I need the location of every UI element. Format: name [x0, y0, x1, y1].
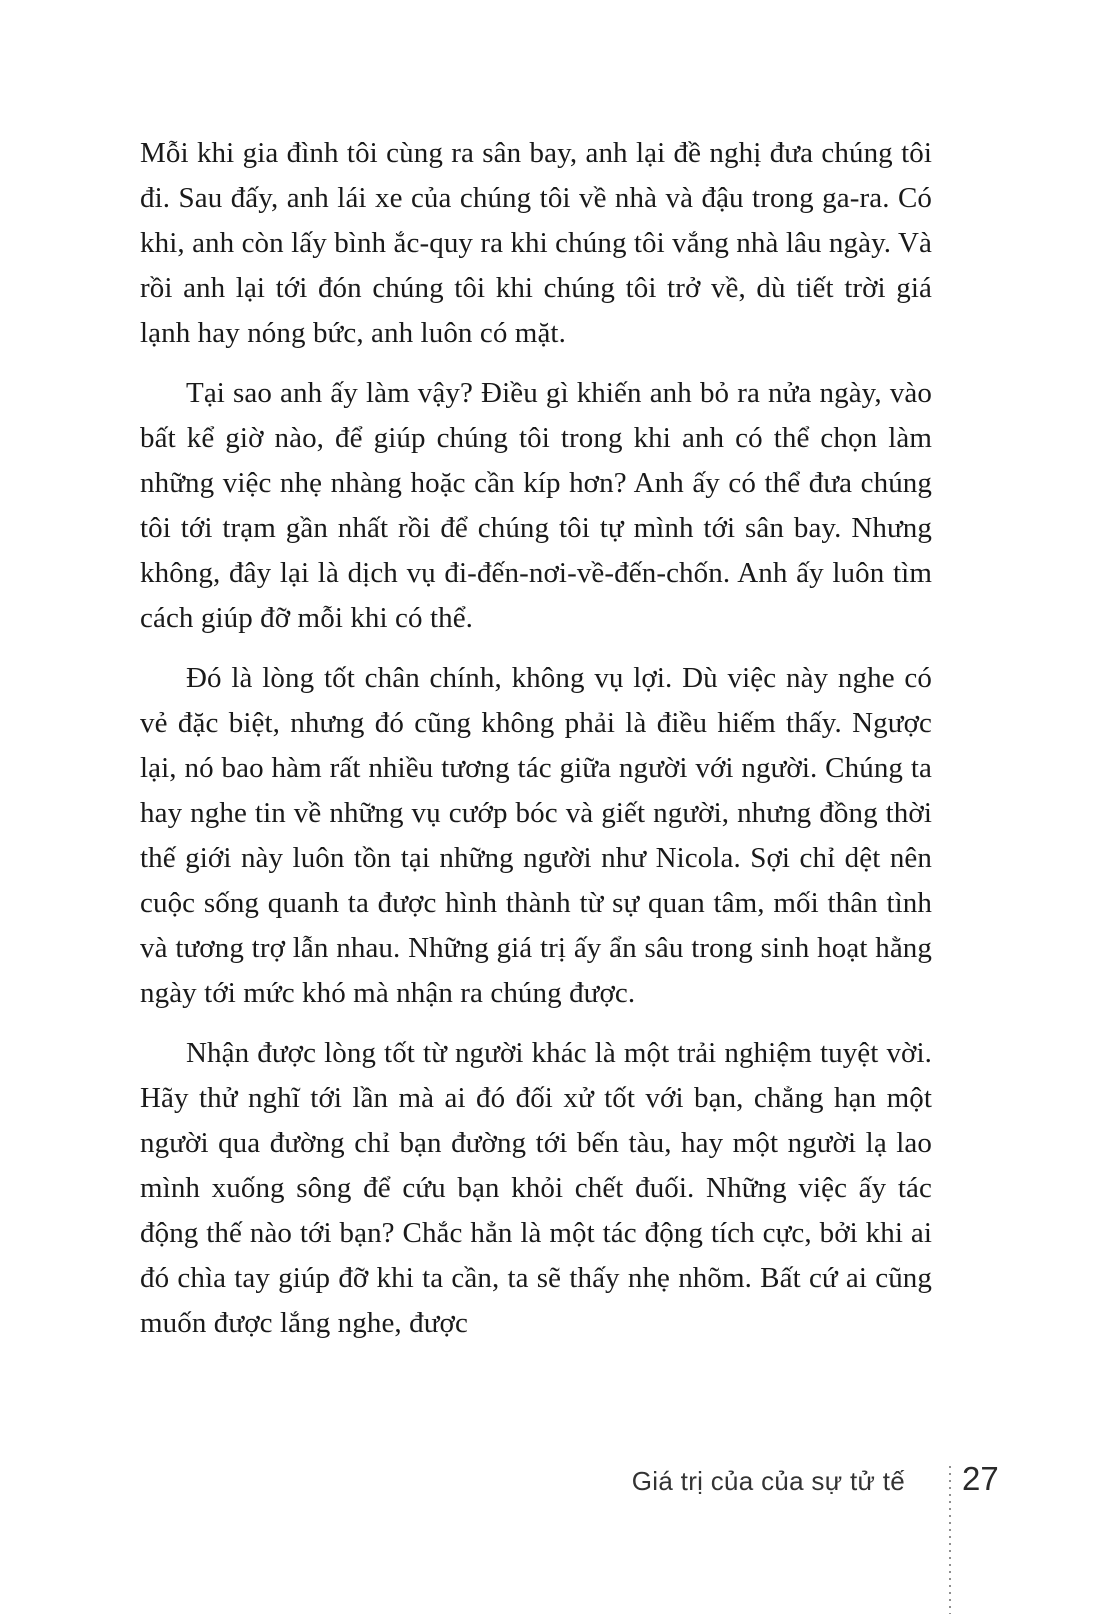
paragraph: Tại sao anh ấy làm vậy? Điều gì khiến anh bỏ ra nửa ngày, vào bất kể giờ nào, để giúp chúng tôi trong khi anh có thể chọn làm những việc nhẹ nhàng hoặc cần kíp hơn? Anh ấy có thể đưa chúng tôi tới trạm gần nhất rồi để chúng tôi tự mình tới sân bay. Nhưng không, đây lại là dịch vụ đi-đến-nơi-về-đến-chốn. Anh ấy luôn tìm cách giúp đỡ mỗi khi có thể.	[140, 377, 932, 634]
paragraph: Mỗi khi gia đình tôi cùng ra sân bay, anh lại đề nghị đưa chúng tôi đi. Sau đấy, anh lái xe của chúng tôi về nhà và đậu trong ga-ra. Có khi, anh còn lấy bình ắc-quy ra khi chúng tôi vắng nhà lâu ngày. Và rồi anh lại tới đón chúng tôi khi chúng tôi trở về, dù tiết trời giá lạnh hay nóng bức, anh luôn có mặt.	[140, 137, 932, 349]
footer-dotted-divider	[949, 1466, 951, 1614]
paragraph: Đó là lòng tốt chân chính, không vụ lợi. Dù việc này nghe có vẻ đặc biệt, nhưng đó cũng không phải là điều hiếm thấy. Ngược lại, nó bao hàm rất nhiều tương tác giữa người với người. Chúng ta hay nghe tin về những vụ cướp bóc và giết người, nhưng đồng thời thế giới này luôn tồn tại những người như Nicola. Sợi chỉ dệt nên cuộc sống quanh ta được hình thành từ sự quan tâm, mối thân tình và tương trợ lẫn nhau. Những giá trị ấy ẩn sâu trong sinh hoạt hằng ngày tới mức khó mà nhận ra chúng được.	[140, 662, 932, 1009]
page-number: 27	[962, 1460, 999, 1497]
body-text	[140, 131, 932, 1346]
paragraph: Nhận được lòng tốt từ người khác là một trải nghiệm tuyệt vời. Hãy thử nghĩ tới lần mà ai đó đối xử tốt với bạn, chẳng hạn một người qua đường chỉ bạn đường tới bến tàu, hay một người lạ lao mình xuống sông để cứu bạn khỏi chết đuối. Những việc ấy tác động thế nào tới bạn? Chắc hẳn là một tác động tích cực, bởi khi ai đó chìa tay giúp đỡ khi ta cần, ta sẽ thấy nhẹ nhõm. Bất cứ ai cũng muốn được lắng nghe, được	[140, 1037, 932, 1339]
running-title: Giá trị của của sự tử tế	[631, 1466, 905, 1496]
